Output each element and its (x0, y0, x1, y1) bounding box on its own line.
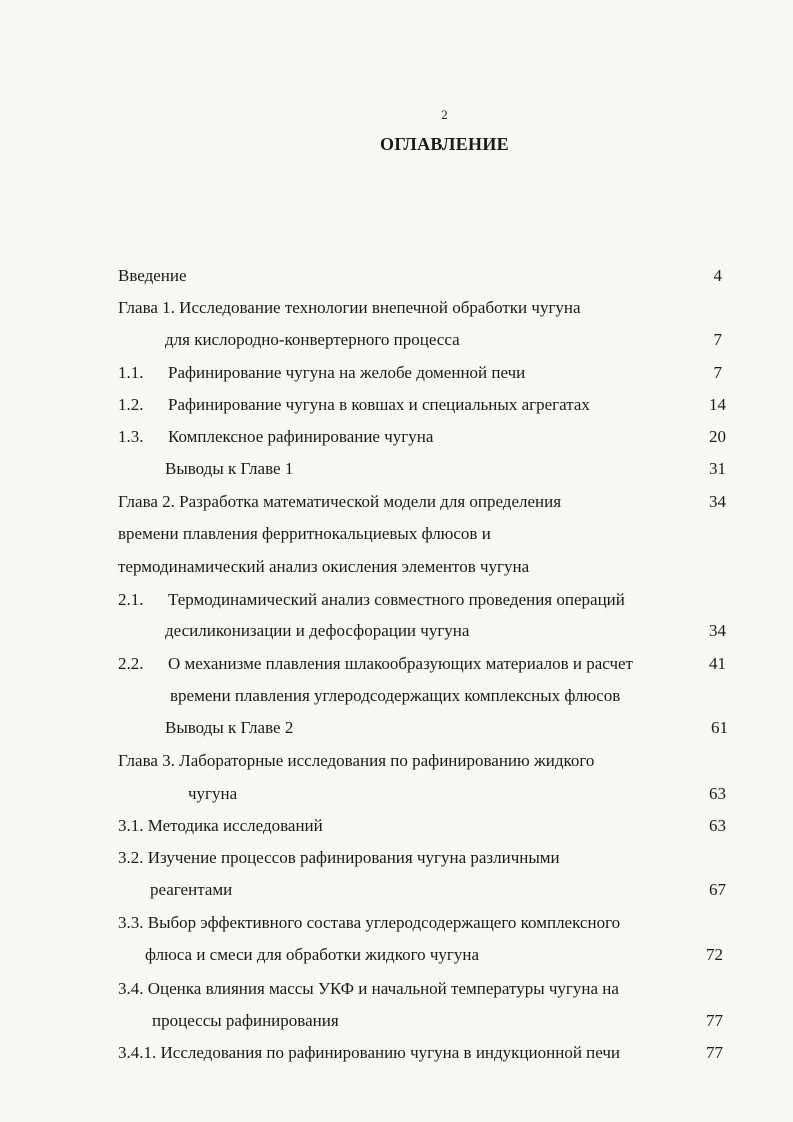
toc-entry-3-1: 3.1. Методика исследований (118, 816, 323, 835)
toc-number-1-1: 1.1. (118, 363, 144, 382)
toc-entry-chapter-2-cont-2: термодинамический анализ окисления элементов чугуна (118, 557, 530, 576)
toc-page-3-3: 72 (706, 945, 723, 964)
toc-page-3-4: 77 (706, 1011, 723, 1030)
toc-entry-chapter-2-cont-1: времени плавления ферритнокальциевых флюсов и (118, 524, 491, 543)
toc-number-1-2: 1.2. (118, 395, 144, 414)
toc-entry-3-2-cont: реагентами (150, 880, 233, 899)
toc-entry-1-3: Комплексное рафинирование чугуна (168, 427, 434, 446)
toc-entry-chapter-1: Глава 1. Исследование технологии внепечной обработки чугуна (118, 298, 581, 317)
toc-page-chapter-3: 63 (709, 784, 726, 803)
toc-page-conclusions-1: 31 (709, 459, 726, 478)
toc-entry-chapter-1-cont: для кислородно-конвертерного процесса (165, 330, 460, 349)
toc-entry-3-2: 3.2. Изучение процессов рафинирования чугуна различными (118, 848, 560, 867)
toc-entry-3-3-cont: флюса и смеси для обработки жидкого чугуна (145, 945, 480, 964)
toc-entry-chapter-3: Глава 3. Лабораторные исследования по рафинированию жидкого (118, 751, 595, 770)
toc-page-chapter-1: 7 (713, 330, 722, 349)
toc-page-conclusions-2: 61 (711, 718, 728, 737)
toc-page-1-3: 20 (709, 427, 726, 446)
toc-entry-conclusions-1: Выводы к Главе 1 (165, 459, 294, 478)
toc-number-1-3: 1.3. (118, 427, 144, 446)
toc-title: ОГЛАВЛЕНИЕ (380, 134, 509, 154)
toc-entry-2-1-cont: десиликонизации и дефосфорации чугуна (165, 621, 470, 640)
toc-page-2-2: 41 (709, 654, 726, 673)
toc-entry-3-4-1: 3.4.1. Исследования по рафинированию чугуна в индукционной печи (118, 1043, 621, 1062)
page-number: 2 (441, 107, 448, 122)
toc-entry-3-4: 3.4. Оценка влияния массы УКФ и начальной температуры чугуна на (118, 979, 619, 998)
toc-entry-chapter-2: Глава 2. Разработка математической модели для определения (118, 492, 562, 511)
toc-page-intro: 4 (713, 266, 722, 285)
toc-number-2-2: 2.2. (118, 654, 144, 673)
toc-page-3-4-1: 77 (706, 1043, 723, 1062)
toc-page-chapter-2: 34 (709, 492, 726, 511)
toc-page-1-2: 14 (709, 395, 726, 414)
toc-page-1-1: 7 (713, 363, 722, 382)
toc-entry-3-3: 3.3. Выбор эффективного состава углеродсодержащего комплексного (118, 913, 621, 932)
toc-entry-2-1: Термодинамический анализ совместного проведения операций (168, 590, 625, 609)
toc-entry-intro: Введение (118, 266, 187, 285)
toc-number-2-1: 2.1. (118, 590, 144, 609)
toc-entry-conclusions-2: Выводы к Главе 2 (165, 718, 294, 737)
toc-entry-2-2-cont: времени плавления углеродсодержащих комплексных флюсов (170, 686, 621, 705)
toc-page-3-2: 67 (709, 880, 726, 899)
toc-entry-chapter-3-cont: чугуна (188, 784, 238, 803)
toc-entry-3-4-cont: процессы рафинирования (152, 1011, 339, 1030)
toc-entry-2-2: О механизме плавления шлакообразующих материалов и расчет (168, 654, 633, 673)
toc-page-2-1: 34 (709, 621, 726, 640)
toc-entry-1-2: Рафинирование чугуна в ковшах и специальных агрегатах (168, 395, 590, 414)
toc-entry-1-1: Рафинирование чугуна на желобе доменной печи (168, 363, 526, 382)
toc-page-3-1: 63 (709, 816, 726, 835)
